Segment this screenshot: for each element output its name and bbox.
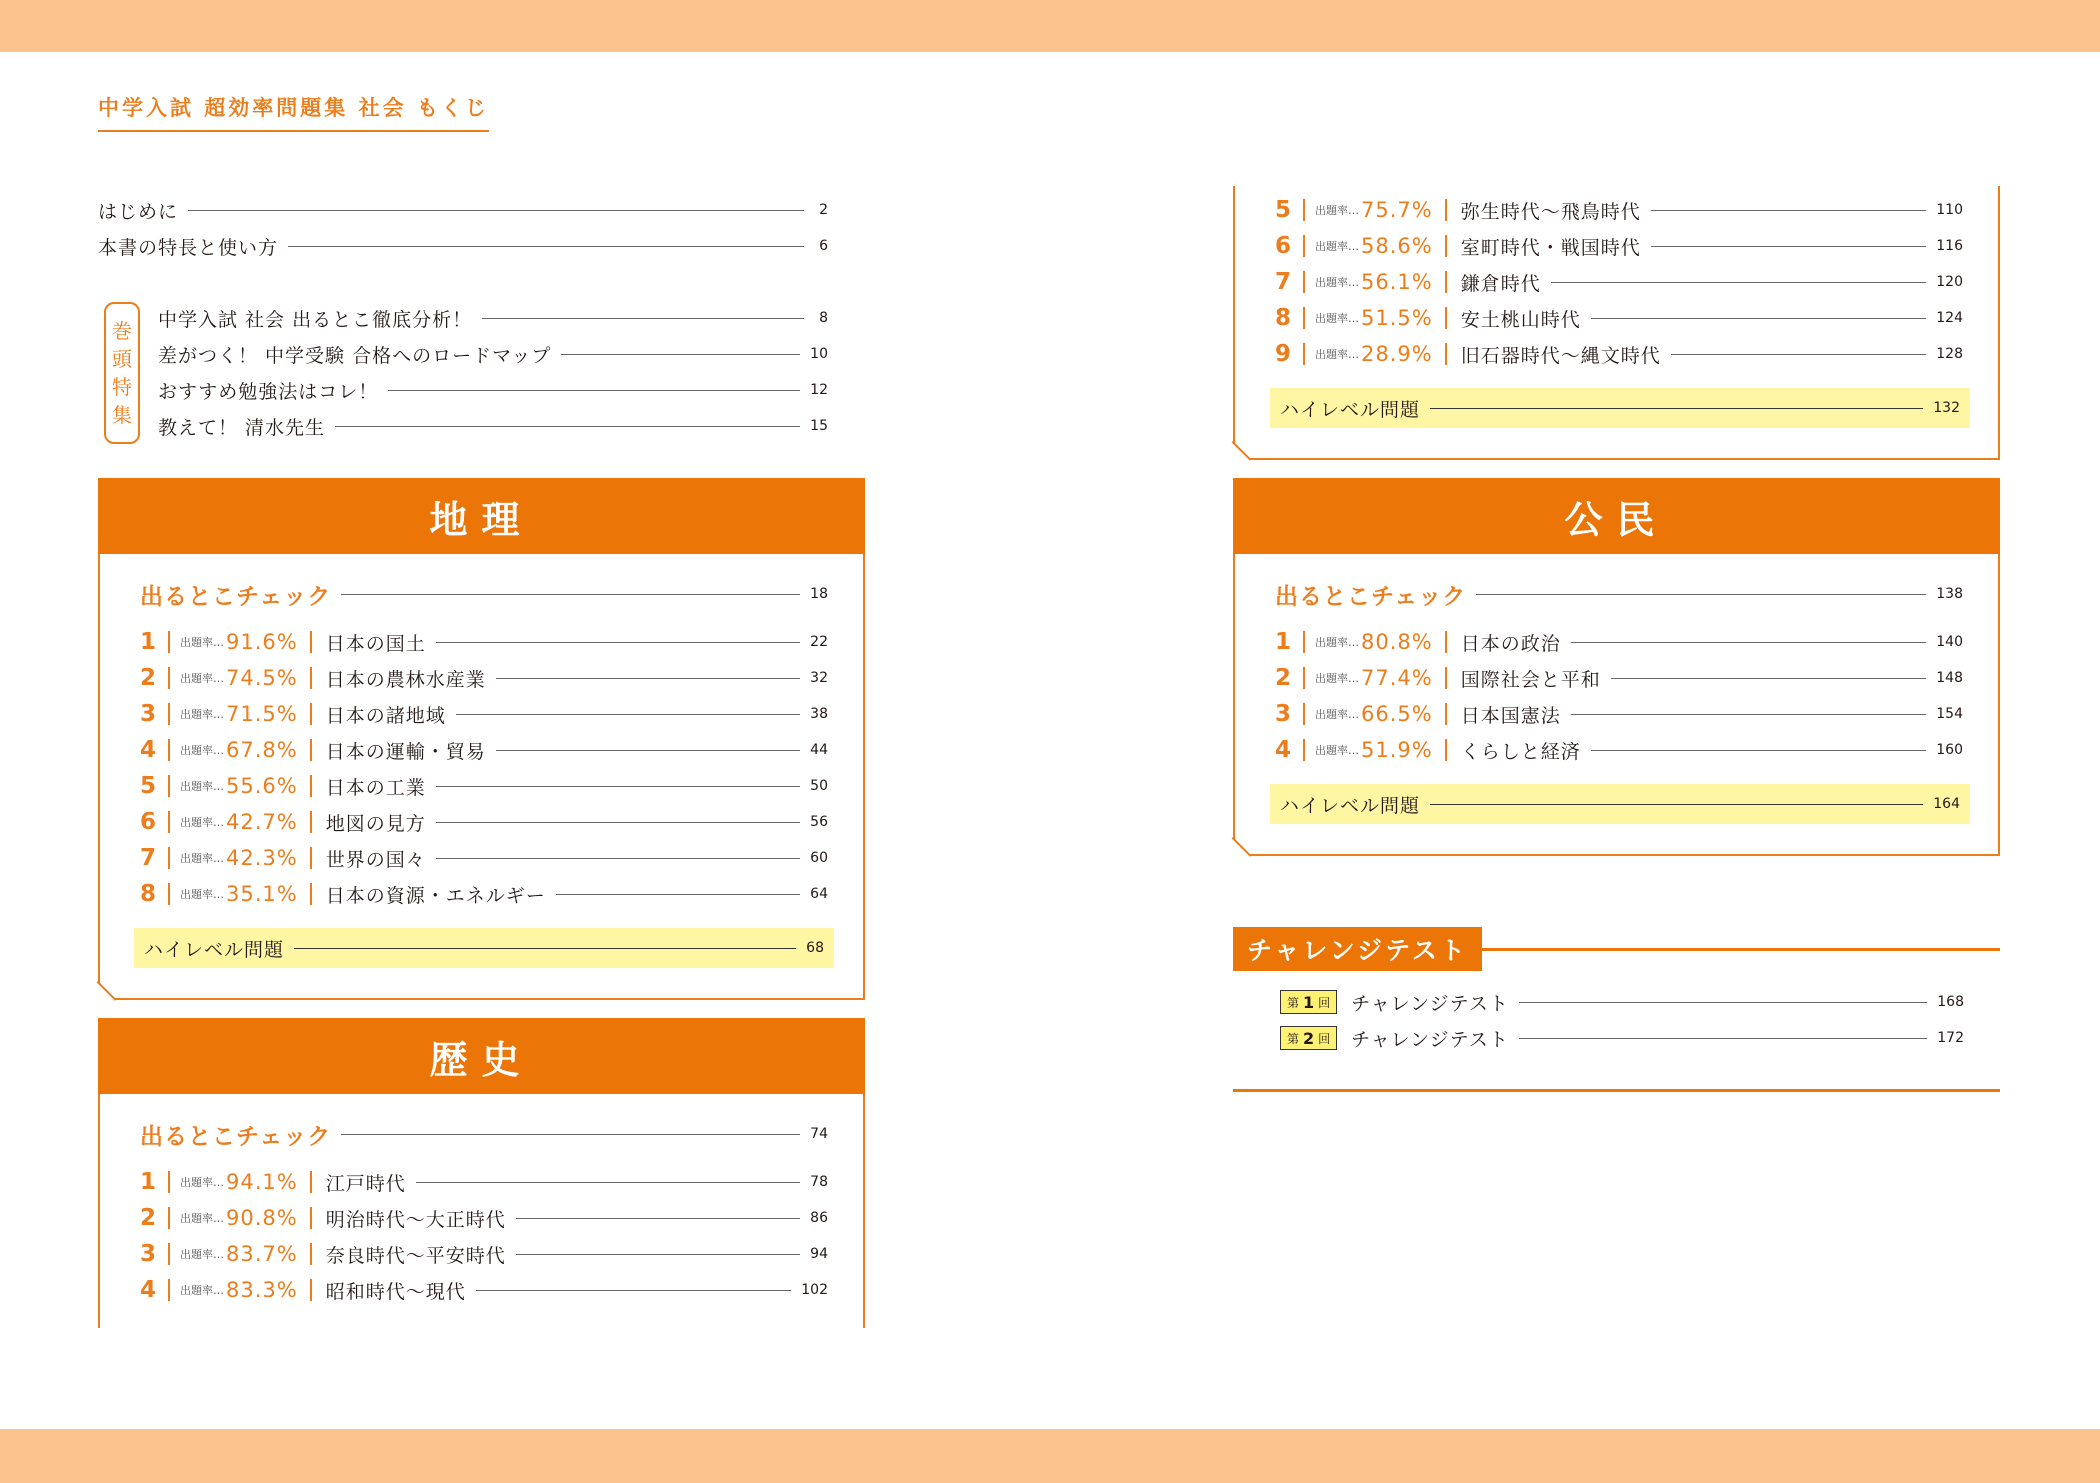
chapter-number: 8 bbox=[1275, 305, 1292, 331]
page-number: 132 bbox=[1933, 400, 1960, 416]
toc-label: 教えて！ 清水先生 bbox=[158, 416, 326, 439]
chapter-row[interactable] bbox=[1275, 300, 1963, 336]
challenge-label: チャレンジテスト bbox=[1351, 992, 1509, 1015]
toc-row-check[interactable] bbox=[140, 1116, 828, 1152]
round-prefix: 第 bbox=[1287, 1031, 1300, 1046]
page-number: 164 bbox=[1933, 796, 1960, 812]
check-label: 出るとこチェック bbox=[140, 583, 332, 610]
rate-label: 出題率… bbox=[180, 1284, 224, 1297]
divider bbox=[1303, 703, 1305, 725]
rate-value: 51.5% bbox=[1361, 306, 1433, 330]
chapter-title: 国際社会と平和 bbox=[1460, 668, 1601, 691]
leader-line bbox=[1571, 714, 1927, 715]
leader-line bbox=[516, 1254, 800, 1255]
challenge-header: チャレンジテスト bbox=[1233, 927, 1482, 971]
highlevel-label: ハイレベル問題 bbox=[1280, 398, 1421, 421]
divider bbox=[1303, 199, 1305, 221]
toc-row-feature[interactable] bbox=[158, 408, 828, 444]
leader-line bbox=[436, 858, 800, 859]
divider bbox=[310, 883, 312, 905]
divider bbox=[168, 739, 170, 761]
divider bbox=[310, 739, 312, 761]
toc-row-howto[interactable] bbox=[98, 228, 828, 264]
chapter-number: 3 bbox=[1275, 701, 1292, 727]
section-header-civics: 公民 bbox=[1233, 478, 2000, 554]
round-suffix: 回 bbox=[1318, 995, 1331, 1010]
rate-label: 出題率… bbox=[180, 852, 224, 865]
rate-label: 出題率… bbox=[180, 708, 224, 721]
chapter-number: 4 bbox=[140, 1277, 157, 1303]
feature-char: 特 bbox=[112, 375, 132, 399]
chapter-title: 鎌倉時代 bbox=[1460, 272, 1541, 295]
round-number: 1 bbox=[1303, 992, 1315, 1012]
chapter-row[interactable] bbox=[1275, 264, 1963, 300]
rate-value: 42.3% bbox=[226, 846, 298, 870]
feature-char: 巻 bbox=[112, 319, 132, 343]
rate-value: 35.1% bbox=[226, 882, 298, 906]
page-number: 64 bbox=[810, 886, 828, 902]
leader-line bbox=[436, 642, 800, 643]
divider bbox=[310, 1171, 312, 1193]
chapter-row[interactable] bbox=[1275, 192, 1963, 228]
divider bbox=[1303, 739, 1305, 761]
section-header-history: 歴史 bbox=[98, 1018, 865, 1094]
toc-row-feature[interactable] bbox=[158, 300, 828, 336]
rate-value: 91.6% bbox=[226, 630, 298, 654]
chapter-row[interactable] bbox=[1275, 228, 1963, 264]
leader-line bbox=[1671, 354, 1927, 355]
check-label: 出るとこチェック bbox=[140, 1123, 332, 1150]
feature-char: 集 bbox=[112, 403, 132, 427]
leader-line bbox=[1430, 804, 1923, 805]
chapter-row[interactable] bbox=[140, 768, 828, 804]
chapter-title: 日本の資源・エネルギー bbox=[325, 884, 546, 907]
divider bbox=[168, 703, 170, 725]
chapter-number: 1 bbox=[140, 629, 157, 655]
rate-value: 67.8% bbox=[226, 738, 298, 762]
chapter-title: 日本の諸地域 bbox=[325, 704, 446, 727]
chapter-row[interactable] bbox=[1275, 732, 1963, 768]
rate-value: 55.6% bbox=[226, 774, 298, 798]
chapter-row[interactable] bbox=[140, 1164, 828, 1200]
leader-line bbox=[496, 750, 800, 751]
chapter-number: 6 bbox=[140, 809, 157, 835]
chapter-row[interactable] bbox=[140, 1272, 828, 1308]
chapter-number: 5 bbox=[1275, 197, 1292, 223]
chapter-title: 安土桃山時代 bbox=[1460, 308, 1581, 331]
chapter-title: 明治時代～大正時代 bbox=[325, 1208, 506, 1231]
rate-label: 出題率… bbox=[1315, 312, 1359, 325]
chapter-row[interactable] bbox=[140, 840, 828, 876]
leader-line bbox=[1571, 642, 1927, 643]
challenge-row[interactable] bbox=[1280, 1020, 1964, 1056]
toc-label: 中学入試 社会 出るとこ徹底分析！ bbox=[158, 308, 473, 331]
divider bbox=[310, 703, 312, 725]
leader-line bbox=[516, 1218, 800, 1219]
chapter-row[interactable] bbox=[1275, 336, 1963, 372]
page-number: 94 bbox=[810, 1246, 828, 1262]
page-number: 32 bbox=[810, 670, 828, 686]
page-number: 86 bbox=[810, 1210, 828, 1226]
chapter-number: 3 bbox=[140, 1241, 157, 1267]
leader-line bbox=[1651, 246, 1927, 247]
chapter-title: 室町時代・戦国時代 bbox=[1460, 236, 1641, 259]
chapter-title: 日本の工業 bbox=[325, 776, 426, 799]
rate-label: 出題率… bbox=[180, 1248, 224, 1261]
rate-label: 出題率… bbox=[180, 780, 224, 793]
chapter-number: 2 bbox=[1275, 665, 1292, 691]
rate-label: 出題率… bbox=[180, 636, 224, 649]
round-badge bbox=[1280, 990, 1337, 1014]
highlevel-row[interactable] bbox=[1270, 388, 1970, 428]
rate-value: 28.9% bbox=[1361, 342, 1433, 366]
divider bbox=[310, 667, 312, 689]
leader-line bbox=[556, 894, 800, 895]
chapter-number: 4 bbox=[140, 737, 157, 763]
challenge-rule bbox=[1475, 948, 2000, 951]
divider bbox=[1445, 199, 1447, 221]
leader-line bbox=[388, 390, 800, 391]
leader-line bbox=[341, 594, 800, 595]
rate-value: 75.7% bbox=[1361, 198, 1433, 222]
rate-value: 66.5% bbox=[1361, 702, 1433, 726]
divider bbox=[168, 1171, 170, 1193]
chapter-number: 4 bbox=[1275, 737, 1292, 763]
divider bbox=[1303, 235, 1305, 257]
rate-label: 出題率… bbox=[1315, 744, 1359, 757]
divider bbox=[1303, 631, 1305, 653]
toc-row-check[interactable] bbox=[1275, 576, 1963, 612]
chapter-title: 旧石器時代～縄文時代 bbox=[1460, 344, 1661, 367]
chapter-title: 日本の農林水産業 bbox=[325, 668, 486, 691]
leader-line bbox=[188, 210, 804, 211]
page-number: 124 bbox=[1936, 310, 1963, 326]
rate-label: 出題率… bbox=[180, 1176, 224, 1189]
chapter-row[interactable] bbox=[140, 804, 828, 840]
page-number: 22 bbox=[810, 634, 828, 650]
divider bbox=[168, 847, 170, 869]
chapter-title: 世界の国々 bbox=[325, 848, 426, 871]
divider bbox=[168, 631, 170, 653]
divider bbox=[310, 775, 312, 797]
chapter-row[interactable] bbox=[140, 1200, 828, 1236]
page-number: 148 bbox=[1936, 670, 1963, 686]
page-number: 140 bbox=[1936, 634, 1963, 650]
divider bbox=[1445, 235, 1447, 257]
page-number: 38 bbox=[810, 706, 828, 722]
rate-value: 42.7% bbox=[226, 810, 298, 834]
leader-line bbox=[456, 714, 800, 715]
leader-line bbox=[476, 1290, 792, 1291]
divider bbox=[168, 1243, 170, 1265]
page-number: 172 bbox=[1937, 1030, 1964, 1046]
page-number: 120 bbox=[1936, 274, 1963, 290]
chapter-row[interactable] bbox=[140, 624, 828, 660]
leader-line bbox=[482, 318, 804, 319]
rate-value: 58.6% bbox=[1361, 234, 1433, 258]
divider bbox=[1445, 667, 1447, 689]
chapter-title: 日本の政治 bbox=[1460, 632, 1561, 655]
highlevel-label: ハイレベル問題 bbox=[144, 938, 285, 961]
round-prefix: 第 bbox=[1287, 995, 1300, 1010]
leader-line bbox=[294, 948, 796, 949]
round-number: 2 bbox=[1303, 1028, 1315, 1048]
rate-label: 出題率… bbox=[1315, 204, 1359, 217]
page-number: 56 bbox=[810, 814, 828, 830]
page-number: 15 bbox=[810, 418, 828, 434]
toc-label: おすすめ勉強法はコレ！ bbox=[158, 380, 379, 403]
page-number: 10 bbox=[810, 346, 828, 362]
leader-line bbox=[436, 786, 800, 787]
page-number: 128 bbox=[1936, 346, 1963, 362]
chapter-number: 9 bbox=[1275, 341, 1292, 367]
chapter-row[interactable] bbox=[1275, 624, 1963, 660]
rate-label: 出題率… bbox=[180, 672, 224, 685]
toc-row-intro[interactable] bbox=[98, 192, 828, 228]
rate-label: 出題率… bbox=[180, 888, 224, 901]
divider bbox=[1303, 667, 1305, 689]
leader-line bbox=[1519, 1038, 1927, 1039]
highlevel-label: ハイレベル問題 bbox=[1280, 794, 1421, 817]
toc-row-feature[interactable] bbox=[158, 372, 828, 408]
divider bbox=[310, 631, 312, 653]
page-number: 68 bbox=[806, 940, 824, 956]
toc-label: 本書の特長と使い方 bbox=[98, 236, 279, 259]
divider bbox=[1303, 271, 1305, 293]
chapter-row[interactable] bbox=[140, 1236, 828, 1272]
divider bbox=[1445, 703, 1447, 725]
rate-value: 94.1% bbox=[226, 1170, 298, 1194]
page-number: 160 bbox=[1936, 742, 1963, 758]
rate-value: 83.3% bbox=[226, 1278, 298, 1302]
rate-value: 77.4% bbox=[1361, 666, 1433, 690]
leader-line bbox=[1551, 282, 1927, 283]
page-number: 138 bbox=[1936, 586, 1963, 602]
challenge-bottom-rule bbox=[1233, 1089, 2000, 1092]
chapter-number: 1 bbox=[140, 1169, 157, 1195]
leader-line bbox=[496, 678, 800, 679]
divider bbox=[310, 1279, 312, 1301]
chapter-title: 日本の国土 bbox=[325, 632, 426, 655]
toc-row-check[interactable] bbox=[140, 576, 828, 612]
divider bbox=[1445, 271, 1447, 293]
rate-label: 出題率… bbox=[180, 1212, 224, 1225]
chapter-row[interactable] bbox=[1275, 696, 1963, 732]
chapter-title: 地図の見方 bbox=[325, 812, 426, 835]
page-number: 74 bbox=[810, 1126, 828, 1142]
chapter-number: 2 bbox=[140, 1205, 157, 1231]
leader-line bbox=[288, 246, 804, 247]
divider bbox=[1445, 343, 1447, 365]
rate-value: 74.5% bbox=[226, 666, 298, 690]
top-band bbox=[0, 0, 2100, 52]
check-label: 出るとこチェック bbox=[1275, 583, 1467, 610]
rate-label: 出題率… bbox=[1315, 276, 1359, 289]
chapter-number: 5 bbox=[140, 773, 157, 799]
page-number: 168 bbox=[1937, 994, 1964, 1010]
chapter-row[interactable] bbox=[140, 876, 828, 912]
section-header-geography: 地理 bbox=[98, 478, 865, 554]
chapter-row[interactable] bbox=[140, 732, 828, 768]
leader-line bbox=[416, 1182, 800, 1183]
chapter-title: 江戸時代 bbox=[325, 1172, 406, 1195]
divider bbox=[310, 1243, 312, 1265]
rate-label: 出題率… bbox=[180, 816, 224, 829]
leader-line bbox=[561, 354, 800, 355]
toc-label: はじめに bbox=[98, 200, 179, 223]
toc-row-feature[interactable] bbox=[158, 336, 828, 372]
page-number: 18 bbox=[810, 586, 828, 602]
page-number: 154 bbox=[1936, 706, 1963, 722]
rate-label: 出題率… bbox=[1315, 240, 1359, 253]
chapter-title: 日本国憲法 bbox=[1460, 704, 1561, 727]
challenge-label: チャレンジテスト bbox=[1351, 1028, 1509, 1051]
rate-value: 83.7% bbox=[226, 1242, 298, 1266]
leader-line bbox=[1476, 594, 1926, 595]
feature-char: 頭 bbox=[112, 347, 132, 371]
page-number: 6 bbox=[819, 238, 828, 254]
divider bbox=[310, 1207, 312, 1229]
toc-label: 差がつく！ 中学受験 合格へのロードマップ bbox=[158, 344, 552, 367]
chapter-title: 弥生時代～飛鳥時代 bbox=[1460, 200, 1641, 223]
page-number: 2 bbox=[819, 202, 828, 218]
chapter-row[interactable] bbox=[140, 660, 828, 696]
chapter-number: 7 bbox=[140, 845, 157, 871]
chapter-title: 昭和時代～現代 bbox=[325, 1280, 466, 1303]
rate-value: 56.1% bbox=[1361, 270, 1433, 294]
feature-label-box bbox=[104, 302, 140, 444]
chapter-number: 6 bbox=[1275, 233, 1292, 259]
divider bbox=[1445, 739, 1447, 761]
rate-label: 出題率… bbox=[1315, 348, 1359, 361]
divider bbox=[168, 1279, 170, 1301]
chapter-title: くらしと経済 bbox=[1460, 740, 1581, 763]
rate-label: 出題率… bbox=[1315, 672, 1359, 685]
chapter-row[interactable] bbox=[140, 696, 828, 732]
rate-label: 出題率… bbox=[1315, 636, 1359, 649]
bottom-band bbox=[0, 1429, 2100, 1483]
rate-value: 51.9% bbox=[1361, 738, 1433, 762]
divider bbox=[1445, 307, 1447, 329]
rate-value: 80.8% bbox=[1361, 630, 1433, 654]
page-number: 110 bbox=[1936, 202, 1963, 218]
highlevel-row[interactable] bbox=[134, 928, 834, 968]
chapter-title: 奈良時代～平安時代 bbox=[325, 1244, 506, 1267]
divider bbox=[168, 1207, 170, 1229]
page-number: 8 bbox=[819, 310, 828, 326]
page-number: 44 bbox=[810, 742, 828, 758]
divider bbox=[168, 811, 170, 833]
chapter-title: 日本の運輸・貿易 bbox=[325, 740, 486, 763]
chapter-row[interactable] bbox=[1275, 660, 1963, 696]
rate-value: 90.8% bbox=[226, 1206, 298, 1230]
divider bbox=[1303, 307, 1305, 329]
chapter-number: 8 bbox=[140, 881, 157, 907]
chapter-number: 1 bbox=[1275, 629, 1292, 655]
divider bbox=[168, 667, 170, 689]
divider bbox=[1303, 343, 1305, 365]
divider bbox=[1445, 631, 1447, 653]
round-badge bbox=[1280, 1026, 1337, 1050]
divider bbox=[310, 847, 312, 869]
rate-label: 出題率… bbox=[180, 744, 224, 757]
divider bbox=[168, 883, 170, 905]
leader-line bbox=[335, 426, 800, 427]
page-number: 60 bbox=[810, 850, 828, 866]
leader-line bbox=[1611, 678, 1927, 679]
chapter-number: 3 bbox=[140, 701, 157, 727]
leader-line bbox=[436, 822, 800, 823]
leader-line bbox=[1591, 318, 1927, 319]
chapter-number: 2 bbox=[140, 665, 157, 691]
round-suffix: 回 bbox=[1318, 1031, 1331, 1046]
leader-line bbox=[1591, 750, 1927, 751]
leader-line bbox=[1430, 408, 1923, 409]
leader-line bbox=[1651, 210, 1927, 211]
page-number: 78 bbox=[810, 1174, 828, 1190]
chapter-number: 7 bbox=[1275, 269, 1292, 295]
page-number: 102 bbox=[801, 1282, 828, 1298]
divider bbox=[310, 811, 312, 833]
highlevel-row[interactable] bbox=[1270, 784, 1970, 824]
book-title: 中学入試 超効率問題集 社会 もくじ bbox=[98, 92, 489, 132]
page-number: 50 bbox=[810, 778, 828, 794]
rate-label: 出題率… bbox=[1315, 708, 1359, 721]
challenge-row[interactable] bbox=[1280, 984, 1964, 1020]
divider bbox=[168, 775, 170, 797]
leader-line bbox=[341, 1134, 800, 1135]
rate-value: 71.5% bbox=[226, 702, 298, 726]
leader-line bbox=[1519, 1002, 1927, 1003]
page-number: 116 bbox=[1936, 238, 1963, 254]
page-number: 12 bbox=[810, 382, 828, 398]
